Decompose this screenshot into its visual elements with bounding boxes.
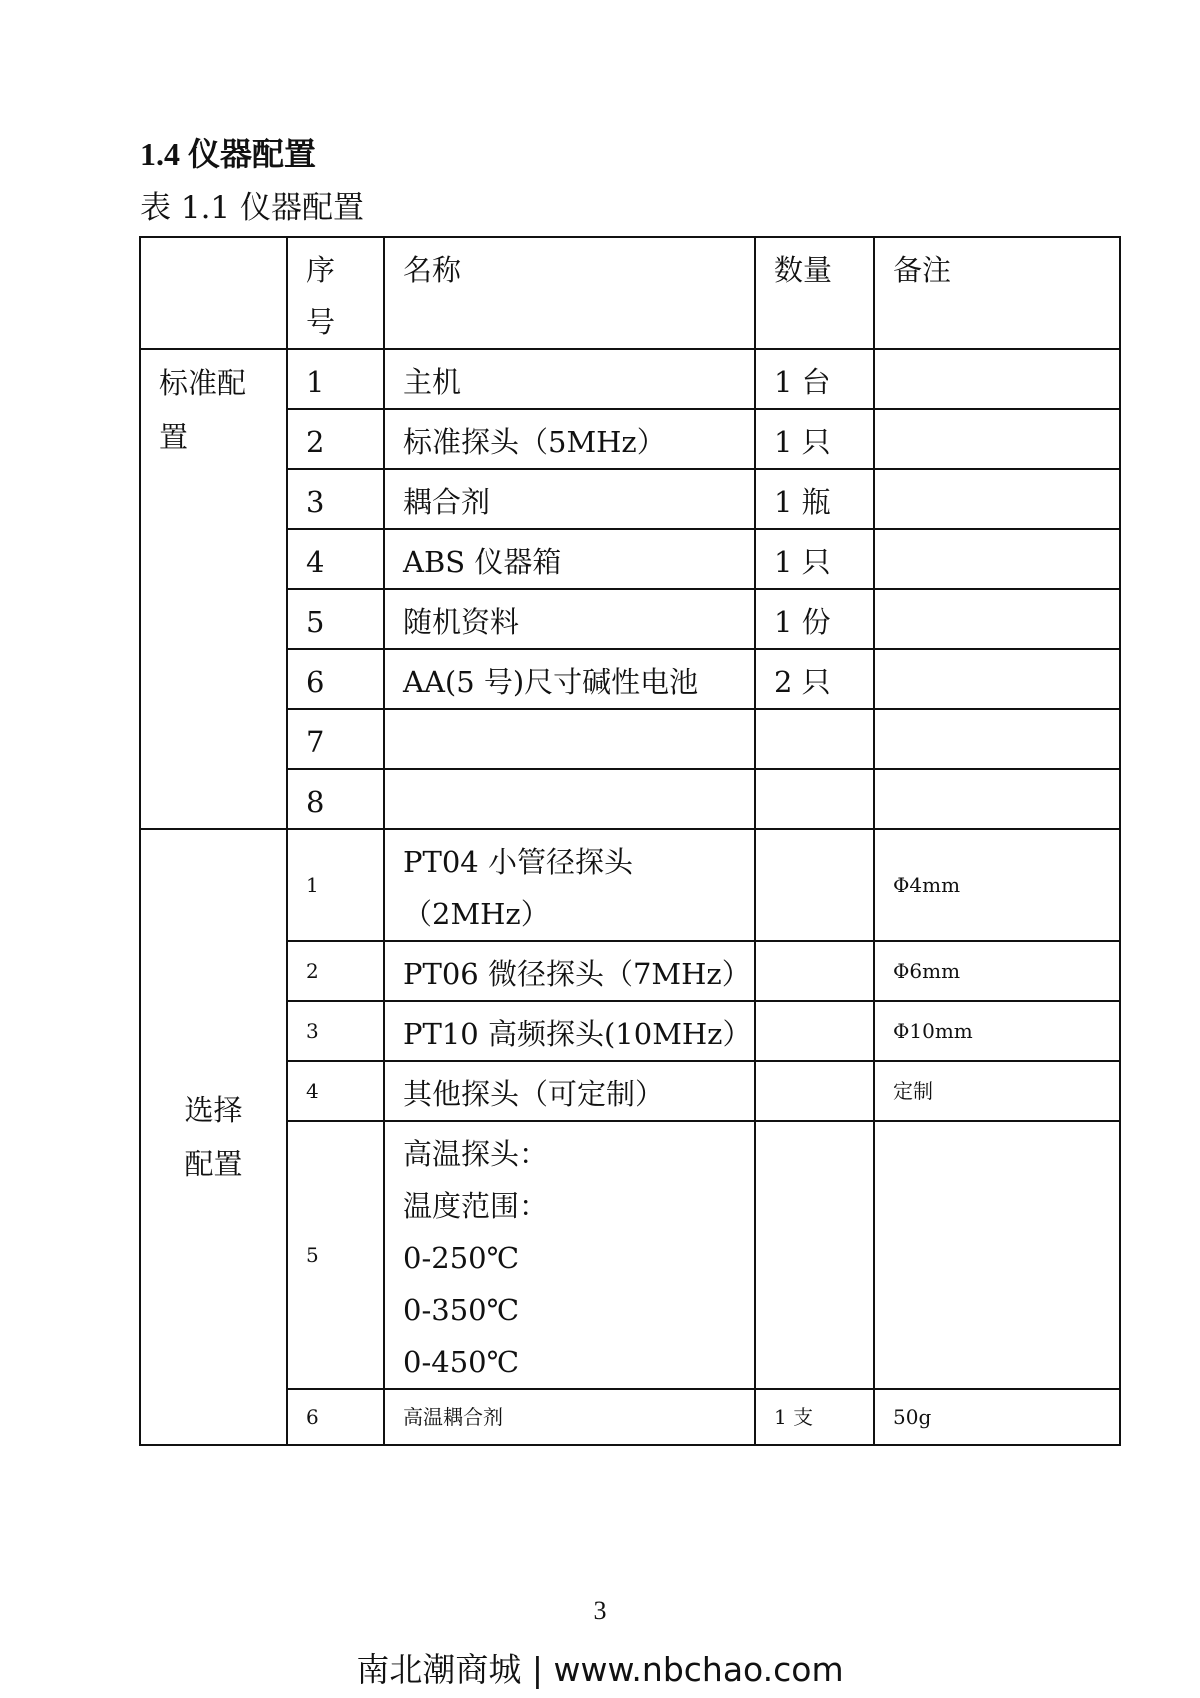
row-note — [874, 349, 1120, 409]
table-row — [140, 529, 1120, 589]
table-caption: 表 1.1 仪器配置 — [140, 190, 365, 226]
footer-watermark: 南北潮商城 | www.nbchao.com — [356, 1650, 844, 1689]
instrument-config-table — [139, 236, 1121, 1446]
header-quantity: 数量 — [755, 237, 874, 349]
table-row — [140, 649, 1120, 709]
row-index: 4 — [287, 1061, 384, 1121]
row-index: 5 — [287, 589, 384, 649]
row-quantity: 1 份 — [755, 589, 874, 649]
row-quantity — [755, 1061, 874, 1121]
row-index: 3 — [287, 1001, 384, 1061]
row-index: 8 — [287, 769, 384, 829]
table-row — [140, 1001, 1120, 1061]
row-quantity: 2 只 — [755, 649, 874, 709]
table-row — [140, 349, 1120, 409]
row-note — [874, 709, 1120, 769]
row-quantity: 1 支 — [755, 1389, 874, 1445]
header-index — [287, 237, 384, 349]
row-index: 3 — [287, 469, 384, 529]
row-index: 2 — [287, 941, 384, 1001]
table-row — [140, 769, 1120, 829]
header-note: 备注 — [874, 237, 1120, 349]
row-quantity — [755, 1001, 874, 1061]
page-number: 3 — [593, 1596, 607, 1625]
row-index: 5 — [287, 1121, 384, 1389]
row-quantity: 1 只 — [755, 409, 874, 469]
row-quantity: 1 瓶 — [755, 469, 874, 529]
row-name-line: 0-350℃ — [403, 1293, 520, 1327]
row-name-line1: PT04 小管径探头 — [403, 845, 633, 879]
header-row — [140, 237, 1120, 349]
row-note: 50g — [874, 1389, 1120, 1445]
row-quantity: 1 只 — [755, 529, 874, 589]
row-index: 2 — [287, 409, 384, 469]
row-note — [874, 529, 1120, 589]
optional-group-line2: 配置 — [184, 1147, 243, 1181]
table-row — [140, 1121, 1120, 1389]
row-index: 6 — [287, 1389, 384, 1445]
row-name — [384, 769, 755, 829]
standard-group-line1: 标准配 — [159, 366, 247, 400]
row-name: AA(5 号)尺寸碱性电池 — [384, 649, 755, 709]
header-index-line2: 号 — [306, 305, 336, 339]
row-name — [384, 829, 755, 941]
section-heading: 1.4 仪器配置 — [140, 136, 317, 172]
standard-group-line2: 置 — [159, 420, 189, 454]
row-quantity — [755, 769, 874, 829]
row-name: PT10 高频探头(10MHz） — [384, 1001, 755, 1061]
row-index: 4 — [287, 529, 384, 589]
table-row — [140, 469, 1120, 529]
row-name: ABS 仪器箱 — [384, 529, 755, 589]
row-quantity — [755, 941, 874, 1001]
table-row — [140, 709, 1120, 769]
optional-group-line1: 选择 — [184, 1093, 243, 1127]
row-note — [874, 649, 1120, 709]
row-name: 其他探头（可定制） — [384, 1061, 755, 1121]
header-group-cell — [140, 237, 287, 349]
row-quantity — [755, 829, 874, 941]
row-index: 6 — [287, 649, 384, 709]
row-name: 耦合剂 — [384, 469, 755, 529]
row-note — [874, 409, 1120, 469]
optional-config-group — [140, 829, 287, 1445]
row-note: 定制 — [874, 1061, 1120, 1121]
row-name-line: 0-250℃ — [403, 1241, 520, 1275]
table-row — [140, 941, 1120, 1001]
row-note — [874, 1121, 1120, 1389]
row-quantity: 1 台 — [755, 349, 874, 409]
row-index: 1 — [287, 829, 384, 941]
row-note: Φ10mm — [874, 1001, 1120, 1061]
row-name — [384, 709, 755, 769]
row-note — [874, 769, 1120, 829]
row-name-line: 温度范围： — [403, 1189, 549, 1223]
row-note — [874, 469, 1120, 529]
row-note: Φ6mm — [874, 941, 1120, 1001]
row-note: Φ4mm — [874, 829, 1120, 941]
row-index: 1 — [287, 349, 384, 409]
table-row — [140, 589, 1120, 649]
row-index: 7 — [287, 709, 384, 769]
header-index-line1: 序 — [306, 253, 336, 287]
table-row — [140, 829, 1120, 941]
row-name-line: 高温探头： — [403, 1137, 549, 1171]
row-name: 标准探头（5MHz） — [384, 409, 755, 469]
row-name: 主机 — [384, 349, 755, 409]
row-name: PT06 微径探头（7MHz） — [384, 941, 755, 1001]
row-name: 随机资料 — [384, 589, 755, 649]
row-quantity — [755, 709, 874, 769]
row-name — [384, 1121, 755, 1389]
row-quantity — [755, 1121, 874, 1389]
table-row — [140, 1061, 1120, 1121]
row-name-line2: （2MHz） — [403, 897, 550, 931]
table-row — [140, 1389, 1120, 1445]
standard-config-group — [140, 349, 287, 829]
header-name: 名称 — [384, 237, 755, 349]
table-row — [140, 409, 1120, 469]
row-name: 高温耦合剂 — [384, 1389, 755, 1445]
row-note — [874, 589, 1120, 649]
row-name-line: 0-450℃ — [403, 1345, 520, 1379]
